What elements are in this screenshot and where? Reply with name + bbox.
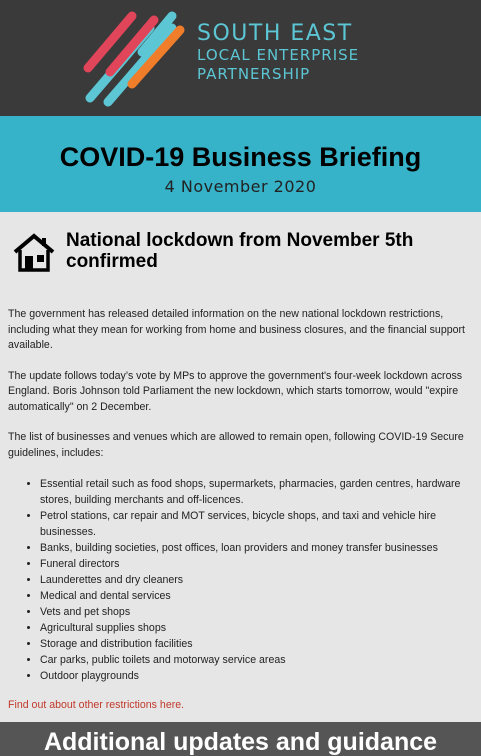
list-item: • Petrol stations, car repair and MOT services, bicycle shops, and taxi and vehicle hire businesses.: [40, 508, 473, 540]
additional-updates-section: [0, 722, 481, 756]
list-item: • Vets and pet shops: [40, 604, 473, 620]
lep-logo-icon: [80, 6, 190, 110]
open-businesses-list: [8, 476, 473, 684]
paragraph-list-intro: The list of businesses and venues which are allowed to remain open, following COVID-19 Secure guidelines, includes:: [8, 431, 464, 459]
list-item: • Launderettes and dry cleaners: [40, 572, 473, 588]
briefing-title: COVID-19 Business Briefing: [59, 142, 422, 172]
list-item: • Outdoor playgrounds: [40, 668, 473, 684]
restrictions-link-line: [8, 698, 473, 714]
list-item: • Storage and distribution facilities: [40, 636, 473, 652]
restrictions-link[interactable]: Find out about other restrictions here: [8, 699, 182, 711]
article: [0, 212, 481, 723]
list-item: • Medical and dental services: [40, 588, 473, 604]
list-item: • Essential retail such as food shops, supermarkets, pharmacies, garden centres, hardware stores, building merchants and off-licences.: [40, 476, 473, 508]
list-item: • Banks, building societies, post offices, loan providers and money transfer businesses: [40, 540, 473, 556]
restrictions-link-suffix: .: [181, 699, 185, 711]
article-body: [8, 286, 473, 714]
briefing-date: 4 November 2020: [164, 177, 317, 196]
article-header: [8, 212, 473, 286]
list-item: • Agricultural supplies shops: [40, 620, 473, 636]
house-icon: [12, 232, 56, 274]
briefing-banner: [0, 116, 481, 212]
logo-line-2: LOCAL ENTERPRISE: [197, 46, 360, 64]
logo-line-1: SOUTH EAST: [197, 21, 353, 46]
article-title: National lockdown from November 5th confirmed: [66, 230, 414, 272]
list-item: • Funeral directors: [40, 556, 473, 572]
additional-updates-title: Additional updates and guidance: [43, 728, 438, 756]
list-item: • Car parks, public toilets and motorway service areas: [40, 652, 473, 668]
paragraph-intro: The government has released detailed information on the new national lockdown restrictions, including what they mean for working from home and business closures, and the financial support available.: [8, 308, 465, 351]
logo-line-3: PARTNERSHIP: [197, 65, 311, 83]
paragraph-vote: The update follows today’s vote by MPs to approve the government's four-week lockdown across England. Boris Johnson told Parliament the new lockdown, which starts tomorrow, would "expire automatically" on 2 December.: [8, 369, 463, 413]
header: [0, 0, 481, 116]
lep-logo-text: [197, 22, 359, 84]
